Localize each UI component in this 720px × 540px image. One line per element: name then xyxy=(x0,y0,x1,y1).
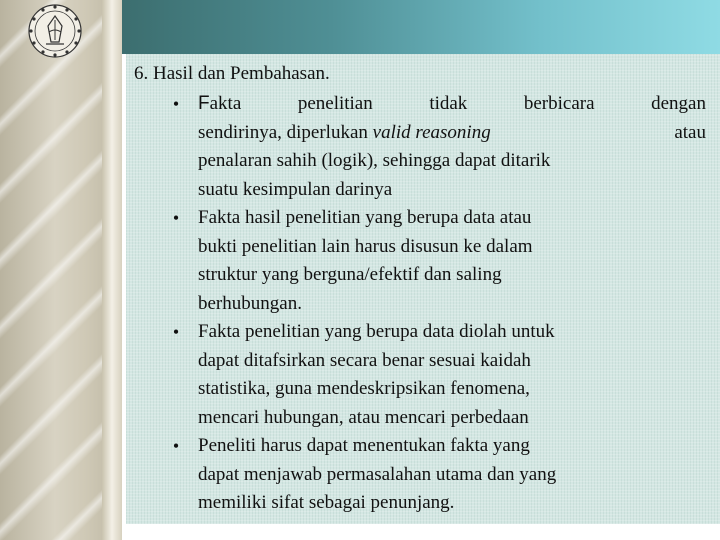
bullet-line: memiliki sifat sebagai penunjang. xyxy=(198,492,455,514)
bullet-line: sendirinya, diperlukan valid reasoning atau xyxy=(198,121,706,143)
bullet-icon: • xyxy=(172,436,180,456)
bullet-icon: • xyxy=(172,322,180,342)
list-item xyxy=(166,318,706,432)
bullet-line: suatu kesimpulan darinya xyxy=(198,178,393,200)
bullet-icon: • xyxy=(172,94,180,114)
bullet-line: Fakta penelitian tidak berbicara dengan xyxy=(198,93,706,114)
bullet-list xyxy=(166,90,706,518)
list-item xyxy=(166,90,706,204)
section-heading: 6. Hasil dan Pembahasan. xyxy=(134,63,330,84)
list-item xyxy=(166,432,706,518)
bullet-line: dapat menjawab permasalahan utama dan yang xyxy=(198,463,557,485)
university-seal-logo xyxy=(22,2,88,60)
bullet-line: dapat ditafsirkan secara benar sesuai kaidah xyxy=(198,349,531,371)
bullet-line: Fakta hasil penelitian yang berupa data atau xyxy=(198,207,532,228)
bullet-icon: • xyxy=(172,208,180,228)
content-panel xyxy=(126,54,720,524)
left-panel-edge xyxy=(102,0,122,540)
top-banner xyxy=(122,0,720,54)
bullet-line: Fakta penelitian yang berupa data diolah untuk xyxy=(198,321,555,342)
bullet-line: berhubungan. xyxy=(198,292,302,314)
bullet-line: struktur yang berguna/efektif dan saling xyxy=(198,264,502,286)
bullet-line: bukti penelitian lain harus disusun ke dalam xyxy=(198,235,533,257)
bullet-line: Peneliti harus dapat menentukan fakta yang xyxy=(198,435,530,456)
bullet-line: statistika, guna mendeskripsikan fenomena, xyxy=(198,378,530,400)
bullet-line: penalaran sahih (logik), sehingga dapat ditarik xyxy=(198,150,551,172)
bullet-line: mencari hubungan, atau mencari perbedaan xyxy=(198,406,529,428)
list-item xyxy=(166,204,706,318)
